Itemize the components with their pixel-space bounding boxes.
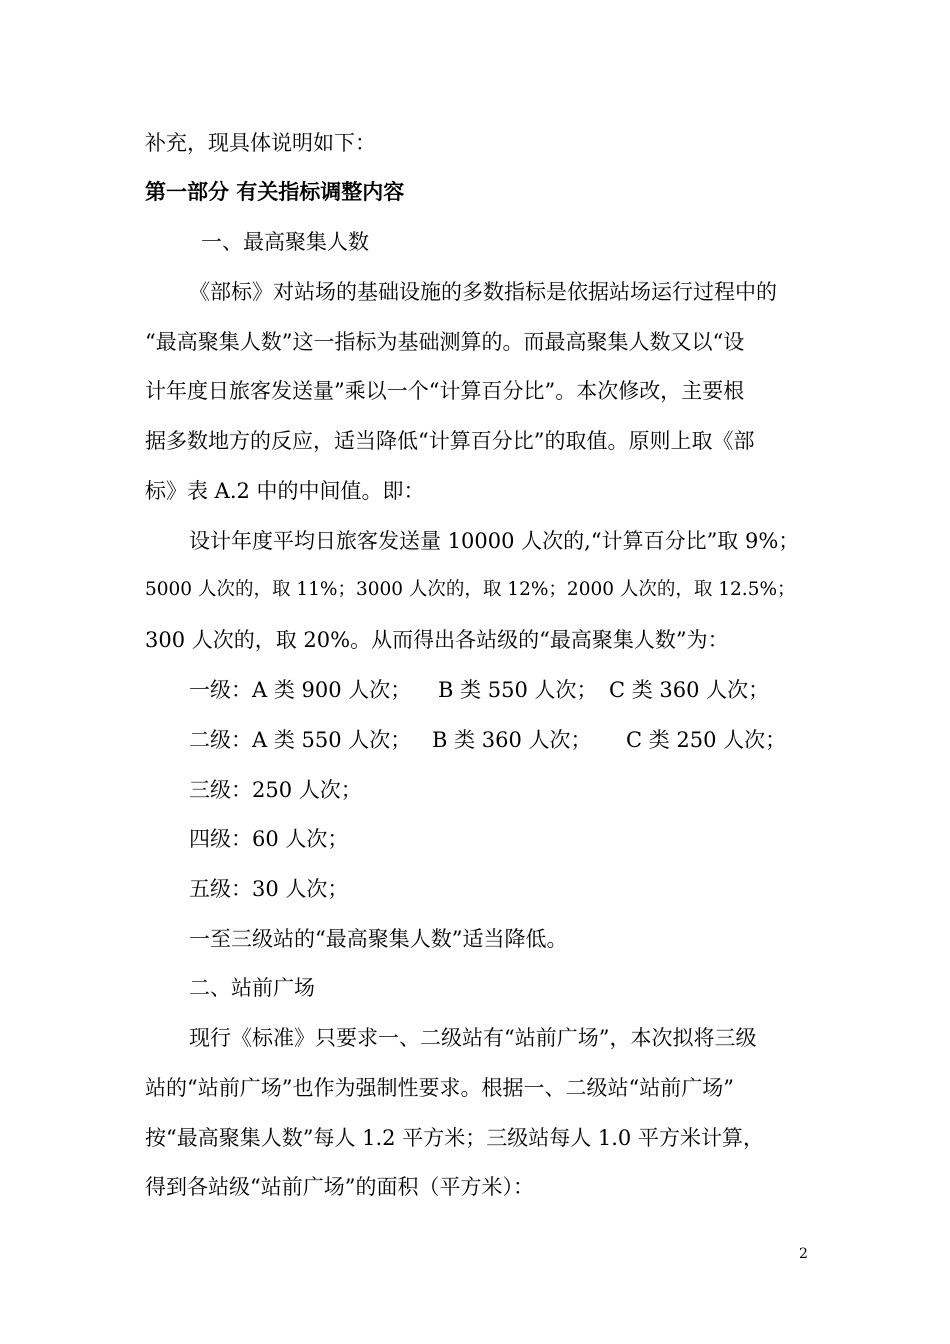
paragraph-line: 据多数地方的反应，适当降低“计算百分比”的取值。原则上取《部 [145,429,755,453]
grade-a: 一级：A 类 900 人次； [189,678,412,702]
paragraph-line: 三级：250 人次； [189,778,362,802]
grade-row [189,675,809,705]
paragraph-line: 计年度日旅客发送量”乘以一个“计算百分比”。本次修改，主要根 [145,379,745,403]
paragraph-line: 补充，现具体说明如下： [145,131,376,155]
paragraph-line: 300 人次的，取 20%。从而得出各站级的“最高聚集人数”为： [145,628,729,652]
section-heading: 第一部分 有关指标调整内容 [145,179,405,204]
grade-c: C 类 360 人次； [609,678,770,702]
paragraph-line: 站的“站前广场”也作为强制性要求。根据一、二级站“站前广场” [145,1076,734,1100]
paragraph-line: 设计年度平均日旅客发送量 10000 人次的,“计算百分比”取 9%； [189,529,800,553]
subsection-heading: 二、站前广场 [189,976,315,1000]
paragraph-line: 四级：60 人次； [189,827,349,851]
grade-a: 二级：A 类 550 人次； [189,728,412,752]
grade-row [189,725,809,755]
paragraph-line: “最高聚集人数”这一指标为基础测算的。而最高聚集人数又以“设 [145,330,745,354]
paragraph-line: 《部标》对站场的基础设施的多数指标是依据站场运行过程中的 [189,280,777,304]
grade-c: C 类 250 人次； [626,728,787,752]
paragraph-line: 按“最高聚集人数”每人 1.2 平方米；三级站每人 1.0 平方米计算， [145,1126,764,1150]
paragraph-line: 五级：30 人次； [189,877,349,901]
paragraph-line: 5000 人次的，取 11%；3000 人次的，取 12%；2000 人次的，取 12.5%； [145,579,796,600]
subsection-heading: 一、最高聚集人数 [201,230,369,254]
grade-b: B 类 550 人次； [438,678,598,702]
paragraph-line: 现行《标准》只要求一、二级站有“站前广场”，本次拟将三级 [189,1026,757,1050]
paragraph-line: 一至三级站的“最高聚集人数”适当降低。 [189,927,568,951]
page-number: 2 [799,1246,808,1262]
paragraph-line: 得到各站级“站前广场”的面积（平方米）： [145,1175,534,1199]
paragraph-line: 标》表 A.2 中的中间值。即： [145,479,425,503]
grade-b: B 类 360 人次； [432,728,592,752]
